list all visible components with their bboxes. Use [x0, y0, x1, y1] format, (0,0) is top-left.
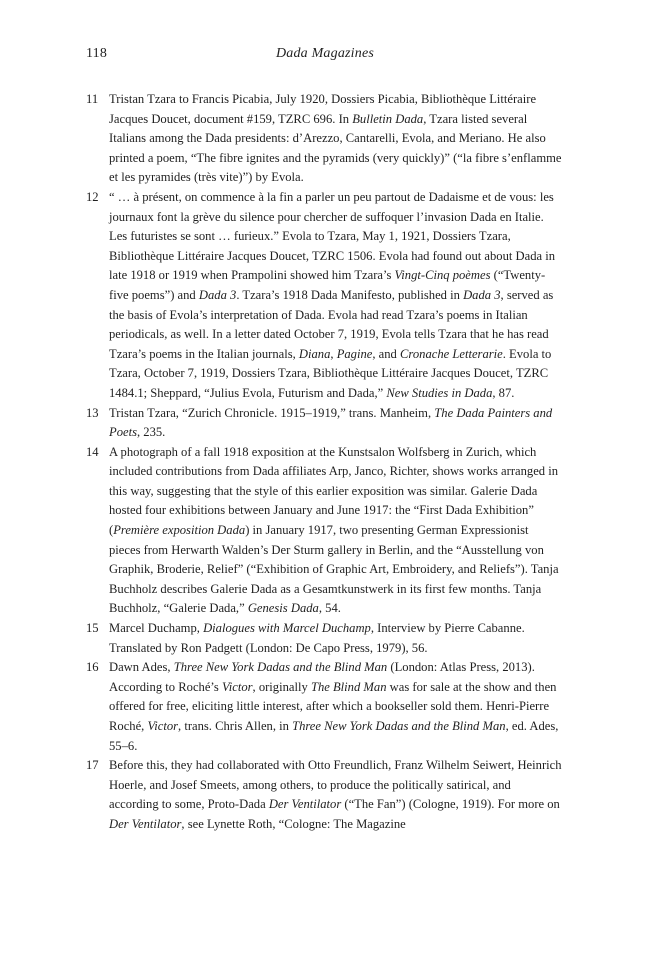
endnote-text: Tristan Tzara, “Zurich Chronicle. 1915–1919,” trans. Manheim, The Dada Painters and Poets, 235. [109, 405, 553, 440]
endnote-number: 14 [86, 444, 99, 459]
endnote-number: 11 [86, 92, 99, 106]
endnote-number: 13 [86, 405, 99, 420]
endnote-text: “ … à présent, on commence à la fin a parler un peu partout de Dadaisme et de vous: les journaux font la grève du silence pour chercher de suffoquer l’invasion Dada en Italie. Les futuristes se sont … furieux.” Evola to Tzara, May 1, 1921, Dossiers Tzara, Bibliothèque Littéraire Jacques Doucet, TZRC 1506. Evola had found out about Dada in late 1918 or 1919 when Prampolini showed him Tzara’s Vingt-Cinq poèmes (“Twenty-five poems”) and Dada 3. Tzara’s 1918 Dada Manifesto, published in Dada 3, served as the basis of Evola’s interpretation of Dada. Evola had read Tzara’s poems in Italian periodicals, as well. In a letter dated October 7, 1919, Evola tells Tzara that he has read Tzara’s poems in the Italian journals, Diana, Pagine, and Cronache Letterarie. Evola to Tzara, October 7, 1919, Dossiers Tzara, Bibliothèque Littéraire Jacques Doucet, TZRC 1484.1; Sheppard, “Julius Evola, Futurism and Dada,” New Studies in Dada, 87. [109, 189, 556, 400]
endnote-text: Tristan Tzara to Francis Picabia, July 1920, Dossiers Picabia, Bibliothèque Littéraire Jacques Doucet, document #159, TZRC 696. In Bulletin Dada, Tzara listed several Italians among the Dada presidents: d’Arezzo, Cantarelli, Evola, and Meriano. He also printed a poem, “The fibre ignites and the pyramids (very quickly)” (“la fibre s’enflamme et les pyramides (très vite)”) by Evola. [109, 92, 562, 185]
endnote-number: 12 [86, 189, 99, 204]
endnote-text: A photograph of a fall 1918 exposition at the Kunstsalon Wolfsberg in Zurich, which included contributions from Dada affiliates Arp, Janco, Richter, shows works arranged in this way, suggesting that the style of this earlier exposition was similar. Galerie Dada hosted four exhibitions between January and June 1917: the “First Dada Exhibition” (Première exposition Dada) in January 1917, two presenting German Expressionist pieces from Herwarth Walden’s Der Sturm gallery in Berlin, and the “Ausstellung von Graphik, Broderie, Relief” (“Exhibition of Graphic Art, Embroidery, and Reliefs”). Tanja Buchholz describes Galerie Dada as a Gesamtkunstwerk in its first few months. Tanja Buchholz, “Galerie Dada,” Genesis Dada, 54. [109, 444, 559, 616]
endnote [86, 90, 562, 188]
endnote-number: 16 [86, 660, 99, 675]
endnote-number: 17 [86, 758, 99, 773]
endnote-text: Before this, they had collaborated with Otto Freundlich, Franz Wilhelm Seiwert, Heinrich Hoerle, and Josef Smeets, among others, to produce the politically satirical, and according to some, Proto-Dada Der Ventilator (“The Fan”) (Cologne, 1919). For more on Der Ventilator, see Lynette Roth, “Cologne: The Magazine [109, 758, 562, 831]
endnote [86, 443, 562, 619]
endnote-text: Marcel Duchamp, Dialogues with Marcel Duchamp, Interview by Pierre Cabanne. Translated by Ron Padgett (London: De Capo Press, 1979), 56. [109, 621, 525, 655]
endnote-number: 15 [86, 621, 99, 636]
endnote-text: Dawn Ades, Three New York Dadas and the Blind Man (London: Atlas Press, 2013). According to Roché’s Victor, originally The Blind Man was for sale at the show and then offered for free, eliciting little interest, after which a bookseller sold them. Henri-Pierre Roché, Victor, trans. Chris Allen, in Three New York Dadas and the Blind Man, ed. Ades, 55–6. [109, 660, 559, 753]
page-number: 118 [86, 46, 108, 61]
endnotes-list [86, 90, 562, 835]
running-head: Dada Magazines [275, 46, 375, 61]
endnote [86, 188, 562, 404]
endnote [86, 404, 562, 443]
endnote [86, 658, 562, 756]
endnote [86, 756, 562, 834]
endnote [86, 619, 562, 658]
